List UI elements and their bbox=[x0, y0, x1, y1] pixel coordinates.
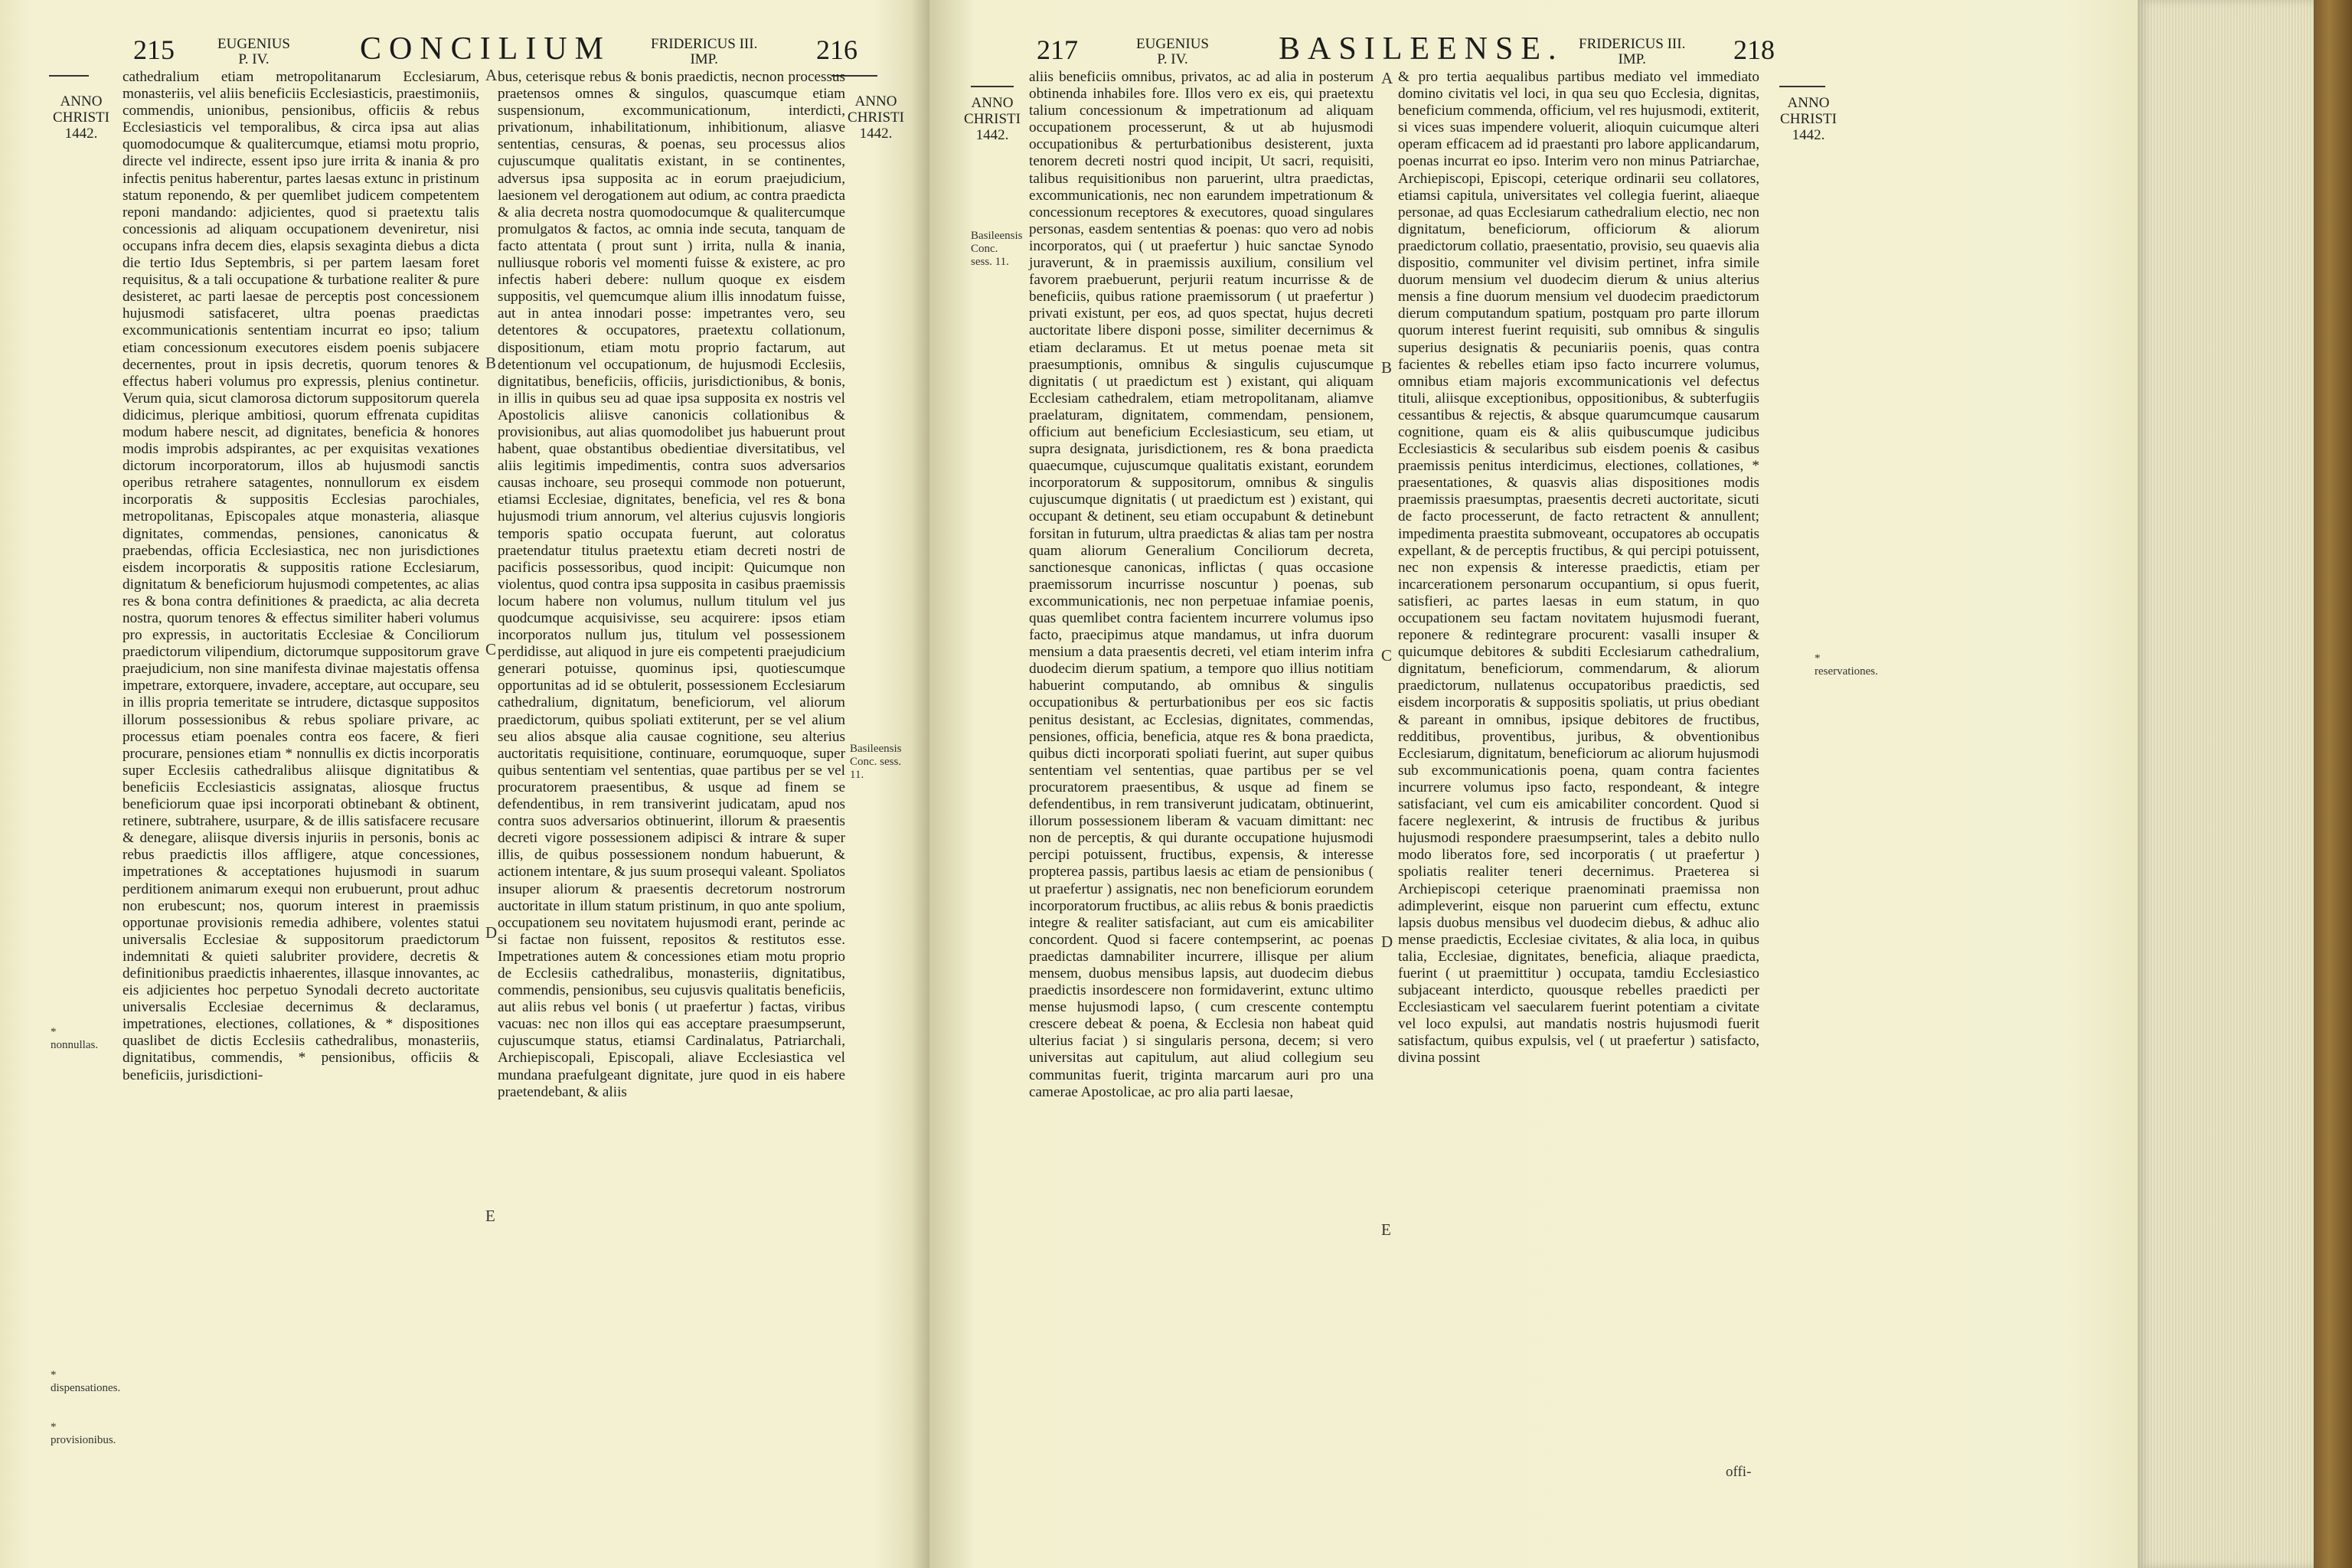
section-letter-d: D bbox=[485, 923, 498, 942]
column-text: aliis beneficiis omnibus, privatos, ac ad alia in posterum obtinenda inhabiles fore. Illos vero ex eis, qui praetextu talium concessionum & impetrationum ad aliquam occupationem processerunt, & ut ab hujusmodi occupationibus & perturbationibus desisterent, juxta tenorem decreti nostri quod incipit, Ut sacri, requisiti, talibus requisitionibus non paruerint, ultra praedictas, excommunicationis, nec non earundem impetrationum & concessionum receptores & executores, quoad singulares personas, easdem sententias & poenas: quo vero ad nobis incorporatos, qui ( ut praefertur ) huic sanctae Synodo juraverunt, & in praemissis auxilium, consilium vel favorem praebuerunt, perjurii reatum incurrisse & de beneficiis, quibus ratione praemissorum ( ut praefertur ) privati existunt, per eos, ad quos spectat, hujus decreti auctoritate libere disponi posse, similiter decernimus & etiam declaramus. Et ut metus poenae meta sit praesumptionis, omnibus & singulis cujuscumque dignitatis ( ut praedictum est ) existant, qui aliquam Ecclesiam cathedralem, etiam metropolitanam, aliamve praelaturam, dignitatem, commendam, pensionem, officium aut beneficium Ecclesiasticum, seu etiam, ut supra designata, jurisdictionem, res & bona praedicta quaecumque, cujuscumque qualitatis existant, eorundem incorporatorum & suppositorum, omnibus & singulis cujuscumque dignitatis ( ut praedictum est ) existant, qui occupant & detinent, seu etiam occupabunt & detinebunt forsitan in futurum, ultra praedictas & alias tam per nostra quam aliorum Generalium Conciliorum decreta, sanctionesque canonicas, inflictas ( quas occasione praemissorum incurrisse noscuntur ) poenas, sub excommunicationis, nec non perpetuae infamiae poenis, quas quemlibet contra facientem incurrere volumus ipso facto, praecipimus atque mandamus, ut infra duorum mensium a data praesentis decreti, vel etiam interim infra duodecim dierum spatium, a tempore quo illius notitiam habuerint computando, ab omnibus & singulis occupationibus & perturbationibus per eos sic factis penitus desistant, ac Ecclesias, dignitates, commendas, pensiones, officia, beneficia, atque res & bona praedicta, quibus dicti incorporati spoliati fuerint, aut super quibus sententiam vel sententias, quae partibus per se vel procuratorem praesentibus, & usque ad finem se defendentibus, in rem transiverunt judicatam, obtinuerint, illorum possessionem liberam & vacuam dimittant: nec non de perceptis, & qui durante occupatione hujusmodi percipi potuissent, fructibus, expensis, & interesse propterea passis, partibus laesis ac etiam de pensionibus ( ut praefertur ) assignatis, nec non beneficiorum eorundem incorporatorum fructibus, ac aliis rebus & bonis praedictis integre & realiter satisfaciant, aut cum eis amicabiliter concordent. Quod si facere contempserint, ac poenas praedictas damnabiliter incurrere, illisque per alium mensem, duobus mensibus lapsis, aut duodecim diebus praedictis insordescere non formidaverint, extunc ultimo mense hujusmodi lapso, ( cum crescente contemptu crescere debeat & poena, & Ecclesia non habeat quid ulterius faciat ) si singularis persona, decem; si vero universitas aut capitulum, aut aliud collegium seu communitas fuerit, triginta marcarum auri pro una camerae Apostolicae, ac pro alia parti laesae, bbox=[1029, 69, 1374, 1100]
pope-heading bbox=[1136, 37, 1209, 67]
text-column-3 bbox=[1029, 69, 1374, 1101]
page-number-216: 216 bbox=[816, 34, 858, 65]
header-rule-right bbox=[1779, 86, 1825, 87]
pope-heading bbox=[217, 37, 290, 67]
section-letter-e: E bbox=[1381, 1220, 1391, 1239]
emperor-heading bbox=[651, 37, 757, 67]
emperor-heading bbox=[1579, 37, 1685, 67]
emperor-title: IMP. bbox=[690, 51, 718, 67]
section-letter-b: B bbox=[1381, 358, 1393, 377]
section-letter-b: B bbox=[485, 354, 497, 372]
running-title-left: CONCILIUM bbox=[360, 31, 611, 67]
anno-christi-right: ANNO CHRISTI 1442. bbox=[848, 93, 904, 142]
pope-name: EUGENIUS bbox=[217, 36, 290, 52]
pope-number: P. IV. bbox=[1157, 51, 1188, 67]
margin-note-nonnullas: * nonnullas. bbox=[51, 1026, 99, 1051]
margin-note-basileensis: Basileensis Conc. sess. 11. bbox=[971, 230, 1023, 268]
catchword: offi- bbox=[1726, 1464, 1752, 1480]
column-text: cathedralium etiam metropolitanarum Ecclesiarum, monasteriis, vel aliis beneficiis Ecclesiasticis, praestimoniis, commendis, unionibus, pensionibus, officiis & rebus Ecclesiasticis vel temporalibus, & circa ipsa aut alias quomodocumque & qualitercumque, etiamsi motu proprio, directe vel indirecte, essent ipso jure irrita & inania & pro infectis penitus haberentur, partes laesas extunc in pristinum statum reponendo, & per quemlibet judicem competentem reponi mandando: adjicientes, quod si praetextu talis concessionis ad aliquam occupationem deveniretur, nisi occupans infra decem dies, elapsis sexaginta diebus a dicta die tertio Idus Septembris, si per partem laesam foret requisitus, & a tali occupatione & turbatione realiter & pure desisteret, ac parti laesae de perceptis post concessionem hujusmodi satisfaceret, ultra poenas praedictas excommunicationis sententiam incurrat eo ipso; talium etiam concessionum executores eisdem poenis subjacere decernentes, prout in ipsis decretis, quorum tenores & effectus haberi volumus pro expressis, plenius continetur. Verum quia, sicut clamorosa dictorum suppositorum querela didicimus, plerique ambitiosi, quorum effrenata cupiditas modum habere nescit, ad dignitates, beneficia & honores modis improbis adspirantes, ac per exquisitas vexationes dictorum incorporatorum, illos ab hujusmodi sanctis operibus retrahere satagentes, nonnullorum ex eisdem incorporatis & suppositis Ecclesias parochiales, metropolitanas, Episcopales atque monasteria, aliasque dignitates, commendas, pensiones, canonicatus & praebendas, officia Ecclesiastica, nec non jurisdictiones eisdem incorporatis & suppositis ratione Ecclesiarum, dignitatum & beneficiorum hujusmodi competentes, ac alias res & bona contra definitiones & praedicta, ac alia decreta nostra, quorum tenores & effectus similiter haberi volumus pro expressis, in auctoritatis Ecclesiae & Conciliorum praedictorum vilipendium, dictorumque suppositorum grave praejudicium, non sine manifesta divinae majestatis offensa impetrare, extorquere, invadere, acceptare, aut occupare, seu in illis propria temeritate se intrudere, dictasque suppositos illorum possessionibus & rebus spoliare privare, ac processus etiam poenales contra eos facere, & fieri procurare, pensiones etiam * nonnullis ex dictis incorporatis super Ecclesiis cathedralibus aliisque dignitatibus & beneficiis Ecclesiasticis assignatas, aliosque fructus beneficiorum quae ipsi incorporati obtinebant & obtinent, retinere, subtrahere, usurpare, & de illis satisfacere recusare & denegare, aliisque diversis injuriis in personis, bonis ac rebus praedictis illos affligere, atque concessiones, impetrationes & acceptationes hujusmodi in suarum perditionem animarum exequi non erubuerunt, prout adhuc non erubescunt; nos, quorum interest in praemissis opportunae provisionis remedia adhibere, volentes statui universalis Ecclesiae & suppositorum praedictorum indemnitati & quieti salubriter providere, decretis & definitionibus praedictis inhaerentes, illasque innovantes, ac eis adjicientes hoc perpetuo Synodali decreto auctoritate universalis Ecclesiae decernimus & declaramus, impetrationes, electiones, collationes, & * dispositiones quaslibet de dictis Ecclesiis cathedralibus, monasteriis, dignitatibus, commendis, * pensionibus, officiis & beneficiis, jurisdictioni- bbox=[122, 69, 479, 1083]
margin-note-provisionibus: * provisionibus. bbox=[51, 1421, 116, 1446]
pope-name: EUGENIUS bbox=[1136, 36, 1209, 52]
pope-number: P. IV. bbox=[238, 51, 270, 67]
margin-note-reservationes: * reservationes. bbox=[1815, 652, 1878, 678]
page-edges bbox=[2138, 0, 2314, 1568]
text-column-4 bbox=[1398, 69, 1759, 1067]
page-number-217: 217 bbox=[1037, 34, 1078, 65]
text-column-2 bbox=[498, 69, 845, 1101]
cover-board bbox=[2314, 0, 2352, 1568]
anno-christi-left: ANNO CHRISTI 1442. bbox=[964, 95, 1021, 143]
section-letter-d: D bbox=[1381, 933, 1393, 951]
left-page bbox=[0, 0, 929, 1568]
text-column-1 bbox=[122, 69, 479, 1084]
page-number-218: 218 bbox=[1733, 34, 1775, 65]
emperor-name: FRIDERICUS III. bbox=[1579, 36, 1686, 52]
margin-note-dispensationes: * dispensationes. bbox=[51, 1369, 121, 1394]
emperor-title: IMP. bbox=[1618, 51, 1646, 67]
right-page bbox=[929, 0, 2138, 1568]
emperor-name: FRIDERICUS III. bbox=[651, 36, 758, 52]
running-title-right: BASILEENSE. bbox=[1279, 31, 1564, 67]
margin-note-basileensis: Basileensis Conc. sess. 11. bbox=[850, 743, 902, 781]
header-rule-left bbox=[49, 75, 89, 77]
section-letter-e: E bbox=[485, 1207, 495, 1225]
column-text: bus, ceterisque rebus & bonis praedictis, necnon processus praetensos omnes & singulos, quascumque etiam suspensionum, excommunicationum, interdicti, privationum, inhabilitationum, inhibitionum, aliasve sententias, censuras, & poenas, seu processus alios cujuscumque qualitatis existant, in se continentes, adversus ipsa supposita ac in eorum praejudicium, laesionem vel derogationem aut odium, ac contra praedicta & alia decreta nostra quomodocumque & qualitercumque promulgatos & factos, ac omnia inde secuta, tanquam de facto attentata ( prout sunt ) irrita, nulla & inania, nulliusque roboris vel momenti fuisse & existere, ac pro infectis haberi debere: nullum quoque ex eisdem suppositis, vel quemcumque alium illis innodatum fuisse, aut in antea innodari posse: impetrantes vero, seu detentores & occupatores, praetextu collationum, dispositionum, etiam motu proprio factarum, aut detentionum vel occupationum, de hujusmodi Ecclesiis, dignitatibus, beneficiis, officiis, jurisdictionibus, & bonis, in illis in quibus seu ad quae ipsa supposita ex nostris vel Apostolicis aliisve canonicis collationibus & provisionibus, aut alias quomodolibet jus habuerunt prout habent, quae obstantibus obedientiae diversitatibus, vel aliis legitimis impedimentis, contra suos adversarios causas inchoare, seu prosequi commode non potuerunt, etiamsi Ecclesiae, dignitates, beneficia, vel res & bona hujusmodi trium annorum, vel alterius cujusvis longioris temporis spatio occupata fuerunt, aut coloratus praetendatur titulus praetextu etiam decreti nostri de pacificis possessoribus, quod incipit: Quicumque non violentus, quod contra ipsa supposita in casibus praemissis locum habere non volumus, nullum titulum vel jus quodcumque acquisivisse, seu acquirere: ipsos etiam incorporatos nullum jus, titulum vel possessionem perdidisse, aut aliquod in jure eis competenti praejudicium generari potuisse, quominus ipsi, quotiescumque opportunitas ad id se obtulerit, possessionem Ecclesiarum cathedralium, dignitatum, beneficiorum, vel aliorum praedictorum, quibus spoliati extiterunt, per se vel alium seu alios absque alia causae cognitione, seu alterius auctoritatis requisitione, continuare, eorumquoque, super quibus sententiam vel sententias, quae partibus per se vel procuratorem praesentibus, & usque ad finem se defendentibus, in rem transiverint judicatam, apud nos contra suos adversarios obtinuerint, illorum & praesentis decreti vigore possessionem adipisci & intrare & super illis, de quibus possessionem nondum habuerunt, & actionem intentare, & jus suum prosequi valeant. Spoliatos insuper aliorum & praesentis decretorum nostrorum auctoritate in illum statum pristinum, in quo ante spolium, occupationem seu novitatem hujusmodi erant, perinde ac si factae non fuissent, repositos & restitutos esse. Impetrationes autem & concessiones etiam motu proprio de Ecclesiis cathedralibus, monasteriis, dignitatibus, commendis, pensionibus, seu cujusvis qualitatis beneficiis, aut aliis rebus vel bonis ( ut praefertur ) factas, viribus vacuas: nec non illos qui eas acceptare praesumpserunt, cujuscumque status, etiamsi Cardinalatus, Patriarchali, Archiepiscopali, Episcopali, aliave Ecclesiastica vel mundana praefulgeant dignitate, jure quod in eis habere praetendebant, & aliis bbox=[498, 69, 845, 1100]
page-number-215: 215 bbox=[133, 34, 175, 65]
header-rule-left bbox=[971, 86, 1014, 87]
section-letter-c: C bbox=[485, 640, 497, 658]
column-text: & pro tertia aequalibus partibus mediato vel immediato domino civitatis vel loci, in qua seu quo Ecclesia, dignitas, beneficium commenda, officium, vel res hujusmodi, extiterit, si vices suas impendere voluerit, alioquin cuicumque alteri operam efficacem ad id praestanti pro labore applicandarum, poenas incurrat eo ipso. Interim vero non minus Patriarchae, Archiepiscopi, Episcopi, ceterique ordinarii seu collatores, etiamsi capitula, universitates vel collegia fuerint, aliaeque personae, ad quas Ecclesiarum cathedralium electio, nec non dignitatum, beneficiorum, officiorum & aliorum praedictorum collatio, praesentatio, provisio, seu quaevis alia dispositio, communiter vel divisim pertinet, infra simile duorum mensium vel duodecim dierum & unius alterius mensis a fine duorum mensium vel duodecim praedictorum dierum computandum spatium, postquam pro parte illorum quorum interest fuerint requisiti, sub omnibus & singulis superius designatis & pecuniariis poenis, quas contra facientes & rebelles etiam ipso facto incurrere volumus, omnibus etiam majoris excommunicationis vel defectus tituli, aliisque exceptionibus, oppositionibus, & subterfugiis cessantibus & rejectis, & absque quarumcumque causarum cognitione, quam eis & aliis quibuscumque judicibus Ecclesiasticis & secularibus sub eisdem poenis & casibus praemissis penitus interdicimus, electiones, collationes, * praesentationes, & quasvis alias dispositiones modis praemissis praesumptas, praesentis decreti auctoritate, sicuti de facto processerunt, de facto retractent & annullent; impedimenta praestita submoveant, occupatores ab occupatis expellant, & de perceptis fructibus, & qui percipi potuissent, nec non expensis & interesse praedictis, etiam per incarcerationem personarum occupantium, si opus fuerit, satisfieri, ac partes laesas in eum statum, in quo occupationem seu factam novitatem hujusmodi fuerant, reponere & redintegrare procurent: vasalli insuper & quicumque debitores & subditi Ecclesiarum cathedralium, dignitatum, beneficiorum, commendarum, & aliorum praedictorum, nullatenus occupatoribus praedictis, sed eisdem incorporatis & suppositis spoliatis, ut prius obediant & pareant in omnibus, ipsique debitores de fructibus, redditibus, proventibus, juribus, & obventionibus Ecclesiarum, dignitatum, beneficiorum ac aliorum hujusmodi sub excommunicationis poena, quam contra facientes incurrere volumus ipso facto, respondeant, & integre satisfaciant, vel cum eis amicabiliter concordent. Quod si facere neglexerint, & intrusis de fructibus & juribus hujusmodi responderе praesumpserint, tales a debito nullo modo liberatos fore, sed incorporatis ( ut praefertur ) spoliatis realiter teneri decernimus. Praeterea si Archiepiscopi ceterique praenominati praemissa non adimpleverint, eisque non paruerint cum effectu, extunc lapsis duobus mensibus vel duodecim diebus, & adhuc alio mense praedictis, Ecclesiae civitates, & alia loca, in quibus talia, Ecclesiae, dignitates, beneficia, aliaque praedicta, fuerint ( ut praemittitur ) occupata, tamdiu Ecclesiastico subjaceant interdicto, quousque rebelles praedicti per Ecclesiasticam vel saecularem fuerint potentiam a civitate vel loco expulsi, aut mandatis nostris hujusmodi fuerit satisfactum, quibus expulsis, vel ( ut praefertur ) satisfacto, divina possint bbox=[1398, 69, 1759, 1067]
anno-christi-right: ANNO CHRISTI 1442. bbox=[1780, 95, 1837, 143]
section-letter-c: C bbox=[1381, 646, 1393, 665]
section-letter-a: A bbox=[1381, 69, 1393, 87]
section-letter-a: A bbox=[485, 66, 498, 84]
anno-christi-left: ANNO CHRISTI 1442. bbox=[53, 93, 109, 142]
